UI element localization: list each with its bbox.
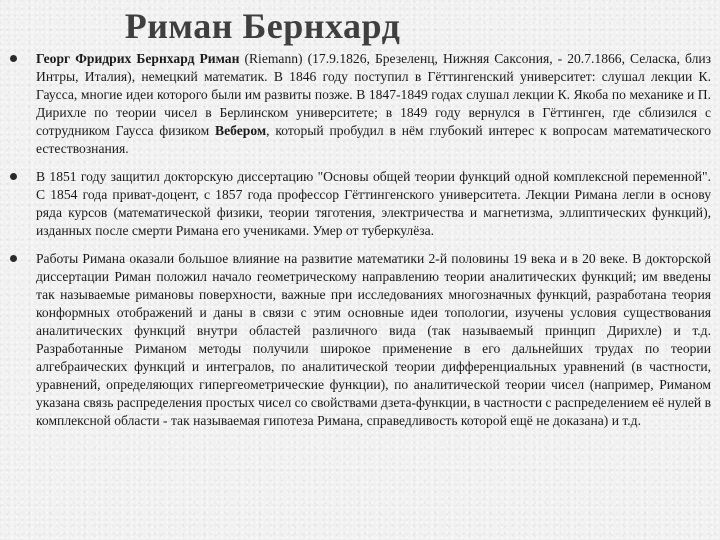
bullet-text: Работы Римана оказали большое влияние на развитие математики 2-й половины 19 века и в 20 веке. В докторской диссертации Риман положил начало геометрическому направлению теории аналитических функций; им введены так называемые римановы поверхности, важные при исследованиях многозначных функций, разработана теория конформных отображений и даны в связи с этим основные идеи топологии, изучены условия существования аналитических функций внутри областей различного вида (так называемый принцип Дирихле) и т.д. Разработанные Риманом методы получили широкое применение в его дальнейших трудах по теории алгебраических функций и интегралов, по аналитической теории дифференциальных уравнений (в частности, уравнений, определяющих гипергеометрические функции), по аналитической теории чисел (например, Риманом указана связь распределения простых чисел со свойствами дзета-функции, в частности с распределением её нулей в комплексной области - так называемая гипотеза Римана, справедливость которой ещё не доказана) и т.д.	[36, 251, 711, 428]
bullet-biography	[36, 50, 711, 158]
bullet-dot-icon	[10, 55, 17, 62]
bullet-career	[36, 168, 711, 240]
full-name: Георг Фридрих Бернхард Риман	[36, 51, 240, 66]
bullet-dot-icon	[10, 173, 17, 180]
bullet-list	[36, 50, 711, 440]
bullet-text: , который пробудил в нём глубокий интерес к вопросам математического естествознания.	[36, 123, 711, 156]
bullet-text: В 1851 году защитил докторскую диссертацию "Основы общей теории функций одной комплексной переменной". С 1854 года приват-доцент, с 1857 года профессор Гёттингенского университета. Лекции Римана легли в основу ряда курсов (математической физики, теории тяготения, электричества и магнетизма, эллиптических функций), изданных после смерти Римана его учениками. Умер от туберкулёза.	[36, 169, 711, 238]
bullet-influence	[36, 250, 711, 430]
bullet-text: (Riemann) (17.9.1826, Брезеленц, Нижняя Саксония, - 20.7.1866, Селаска, близ Интры, Италия), немецкий математик. В 1846 году поступил в Гёттингенский университет: слушал лекции К. Гаусса, многие идеи которого были им развиты позже. В 1847-1849 годах слушал лекции К. Якоба по механике и П. Дирихле по теории чисел в Берлинском университете; в 1849 году вернулся в Гёттинген, где сблизился с сотрудником Гаусса физиком	[36, 51, 711, 138]
weber-name: Вебером	[215, 123, 267, 138]
bullet-dot-icon	[10, 255, 17, 262]
slide-title: Риман Бернхард	[124, 6, 401, 46]
